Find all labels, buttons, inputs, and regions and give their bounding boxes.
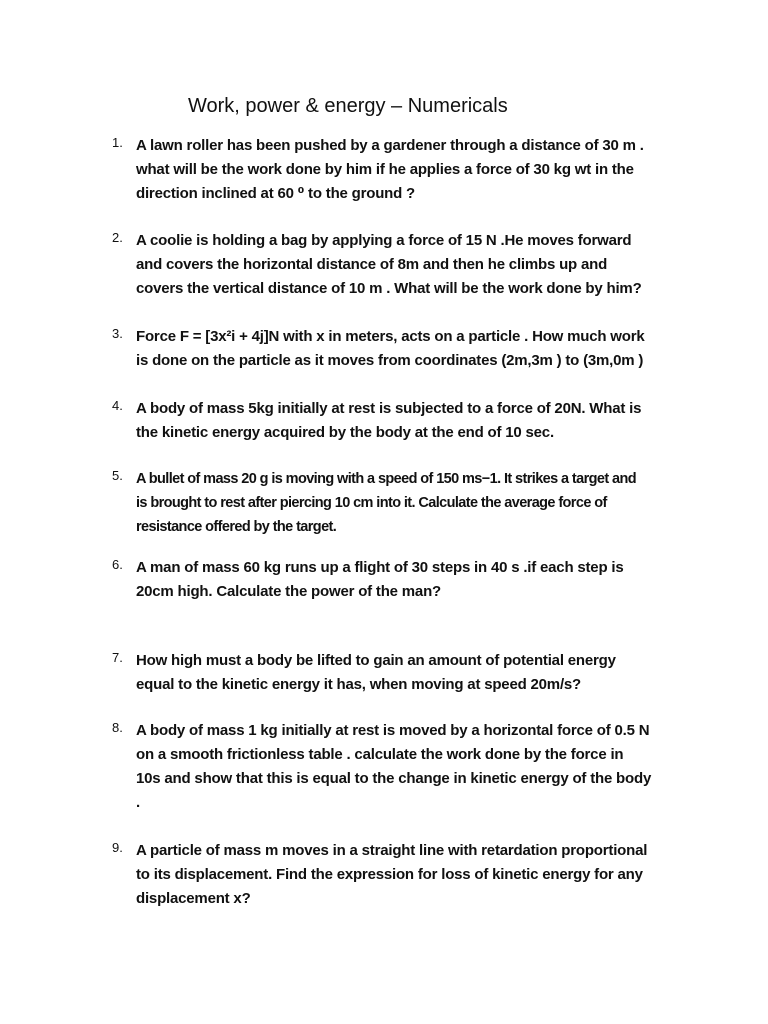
question-line: A body of mass 1 kg initially at rest is moved by a horizontal force of 0.5 N [136, 722, 650, 739]
question-number: 1. [112, 135, 123, 150]
question-text [136, 556, 696, 604]
question-line: resistance offered by the target. [136, 519, 337, 535]
question-line: displacement x? [136, 890, 251, 907]
question-line: A man of mass 60 kg runs up a flight of 30 steps in 40 s .if each step is [136, 559, 624, 576]
question-line: 10s and show that this is equal to the change in kinetic energy of the body [136, 770, 652, 787]
question-line: 20cm high. Calculate the power of the man? [136, 583, 441, 600]
question-text [136, 839, 696, 911]
page-title: Work, power & energy – Numericals [188, 95, 508, 117]
question-line: what will be the work done by him if he applies a force of 30 kg wt in the [136, 161, 634, 178]
question-line: equal to the kinetic energy it has, when moving at speed 20m/s? [136, 676, 582, 693]
question-line: A coolie is holding a bag by applying a force of 15 N .He moves forward [136, 232, 632, 249]
question-text [136, 134, 696, 206]
question-line: . [136, 794, 140, 811]
question-line: on a smooth frictionless table . calculate the work done by the force in [136, 746, 624, 763]
question-number: 5. [112, 468, 123, 483]
question-line: A lawn roller has been pushed by a gardener through a distance of 30 m . [136, 137, 644, 154]
question-line: the kinetic energy acquired by the body at the end of 10 sec. [136, 424, 554, 441]
question-line: direction inclined at 60 ⁰ to the ground ? [136, 185, 416, 202]
question-line: Force F = [3x²i + 4j]N with x in meters, acts on a particle . How much work [136, 328, 645, 345]
question-line: How high must a body be lifted to gain an amount of potential energy [136, 652, 616, 669]
question-number: 9. [112, 840, 123, 855]
question-number: 7. [112, 650, 123, 665]
question-line: to its displacement. Find the expression for loss of kinetic energy for any [136, 866, 643, 883]
question-line: is done on the particle as it moves from coordinates (2m,3m ) to (3m,0m ) [136, 352, 644, 369]
question-text [136, 325, 696, 373]
question-number: 6. [112, 557, 123, 572]
question-number: 8. [112, 720, 123, 735]
question-line: is brought to rest after piercing 10 cm into it. Calculate the average force of [136, 495, 607, 511]
question-number: 3. [112, 326, 123, 341]
question-text [136, 397, 696, 445]
question-number: 2. [112, 230, 123, 245]
question-line: A bullet of mass 20 g is moving with a speed of 150 ms−1. It strikes a target and [136, 471, 637, 487]
question-text [136, 719, 696, 815]
question-text [136, 649, 696, 697]
question-line: A body of mass 5kg initially at rest is subjected to a force of 20N. What is [136, 400, 642, 417]
question-line: A particle of mass m moves in a straight line with retardation proportional [136, 842, 648, 859]
question-text [136, 229, 696, 301]
question-line: covers the vertical distance of 10 m . What will be the work done by him? [136, 280, 642, 297]
question-line: and covers the horizontal distance of 8m and then he climbs up and [136, 256, 608, 273]
question-text [136, 467, 696, 539]
question-number: 4. [112, 398, 123, 413]
